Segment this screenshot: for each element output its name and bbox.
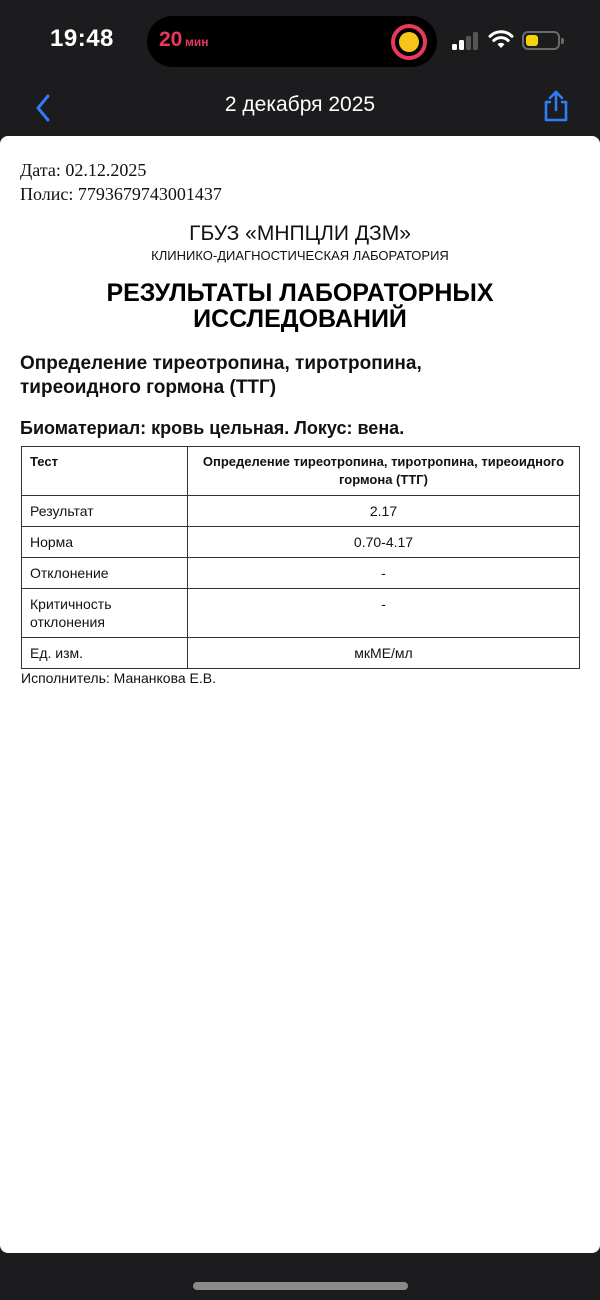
test-title: Определение тиреотропина, тиротропина, тиреоидного гормона (ТТГ)	[20, 353, 422, 398]
date-line: Дата: 02.12.2025	[20, 160, 147, 180]
activity-ring-icon	[391, 24, 427, 60]
document-title: РЕЗУЛЬТАТЫ ЛАБОРАТОРНЫХ ИССЛЕДОВАНИЙ	[106, 279, 494, 333]
wifi-icon	[488, 30, 514, 50]
dynamic-island[interactable]	[147, 16, 437, 67]
row-value: -	[188, 558, 580, 589]
row-value: мкМЕ/мл	[188, 638, 580, 669]
share-button[interactable]	[540, 88, 572, 124]
document-viewer[interactable]	[0, 136, 600, 1253]
clock: 19:48	[50, 25, 114, 52]
header-label: Тест	[22, 447, 188, 496]
status-bar	[0, 0, 600, 80]
share-icon	[540, 88, 572, 124]
table-header-row	[22, 447, 580, 496]
sleep-face-icon	[399, 32, 419, 52]
policy-line: Полис: 7793679743001437	[20, 184, 222, 204]
header-value: Определение тиреотропина, тиротропина, тиреоидного гормона (ТТГ)	[188, 447, 580, 496]
row-label: Ед. изм.	[22, 638, 188, 669]
table-row	[22, 558, 580, 589]
row-label: Результат	[22, 496, 188, 527]
row-value: -	[188, 589, 580, 638]
live-activity-unit: мин	[185, 35, 209, 49]
table-row	[22, 527, 580, 558]
row-value: 0.70-4.17	[188, 527, 580, 558]
row-label: Норма	[22, 527, 188, 558]
navigation-bar	[0, 80, 600, 136]
biomaterial-line: Биоматериал: кровь цельная. Локус: вена.	[20, 418, 405, 438]
table-row	[22, 638, 580, 669]
row-value: 2.17	[188, 496, 580, 527]
department-name: КЛИНИКО-ДИАГНОСТИЧЕСКАЯ ЛАБОРАТОРИЯ	[151, 248, 449, 263]
table-row	[22, 496, 580, 527]
live-activity-value: 20	[159, 28, 183, 51]
row-label: Критичность отклонения	[22, 589, 188, 638]
home-indicator[interactable]	[193, 1282, 408, 1290]
executor-line: Исполнитель: Мананкова Е.В.	[21, 670, 216, 686]
page-title: 2 декабря 2025	[224, 93, 376, 116]
battery-icon	[522, 31, 560, 50]
results-table	[21, 446, 580, 669]
row-label: Отклонение	[22, 558, 188, 589]
cellular-signal-icon	[452, 32, 482, 50]
organization-name: ГБУЗ «МНПЦЛИ ДЗМ»	[189, 222, 411, 245]
table-row	[22, 589, 580, 638]
document-meta	[20, 158, 222, 206]
